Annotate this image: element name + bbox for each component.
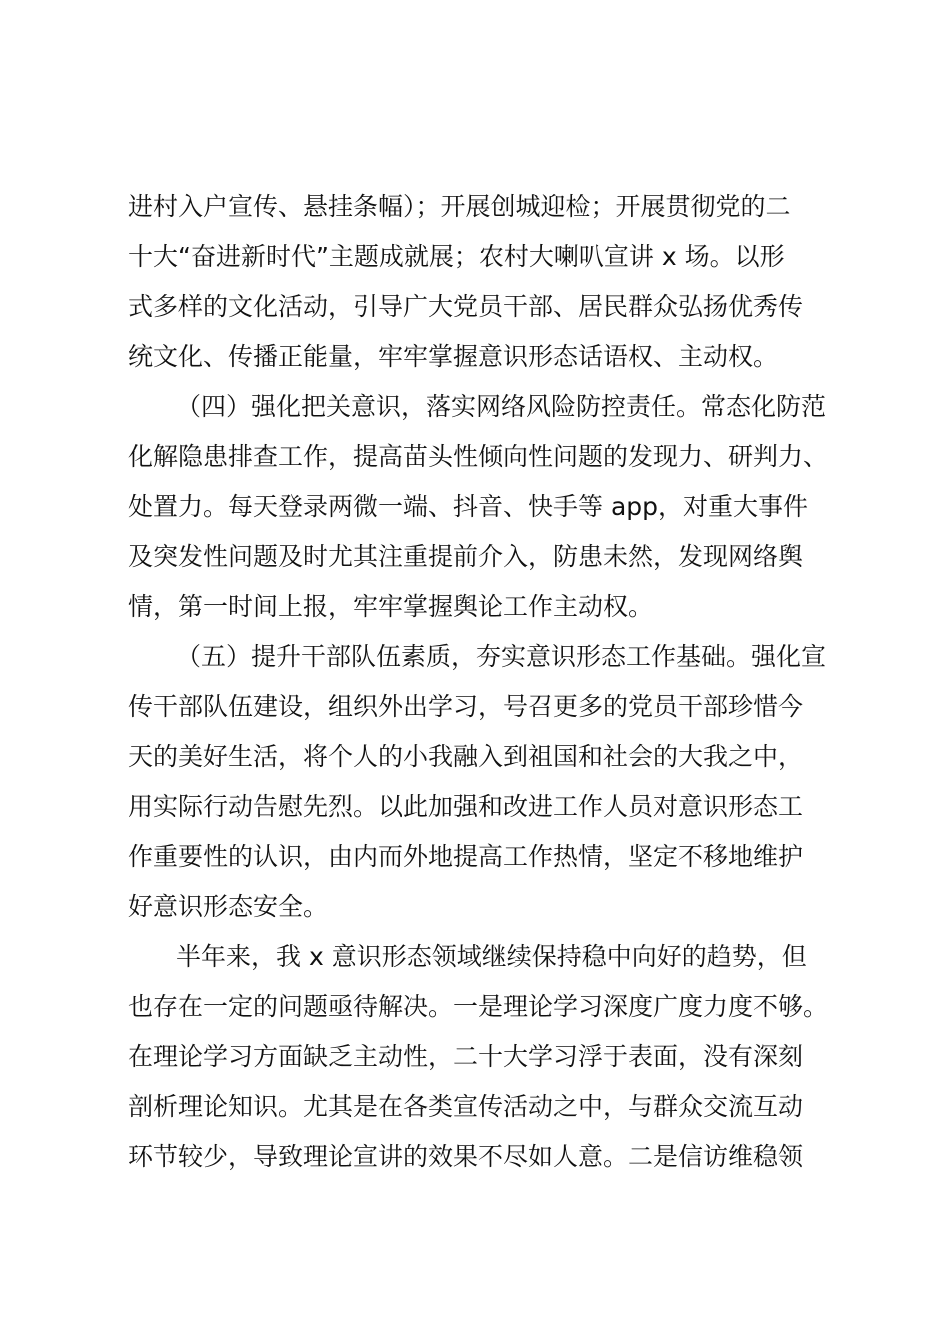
text-line: 半年来，我 x 意识形态领域继续保持稳中向好的趋势，但 bbox=[176, 942, 807, 971]
document-body bbox=[128, 182, 848, 1182]
text-line: 环节较少，导致理论宣讲的效果不尽如人意。二是信访维稳领 bbox=[128, 1142, 804, 1171]
text-line: 进村入户宣传、悬挂条幅）；开展创城迎检；开展贯彻党的二 bbox=[128, 192, 791, 221]
text-line: 及突发性问题及时尤其注重提前介入，防患未然，发现网络舆 bbox=[128, 542, 804, 571]
text-line: （四）强化把关意识，落实网络风险防控责任。常态化防范 bbox=[176, 392, 827, 421]
text-line: （五）提升干部队伍素质，夯实意识形态工作基础。强化宣 bbox=[176, 642, 827, 671]
text-line: 统文化、传播正能量，牢牢掌握意识形态话语权、主动权。 bbox=[128, 342, 779, 371]
text-line: 情，第一时间上报，牢牢掌握舆论工作主动权。 bbox=[128, 592, 654, 621]
text-line: 也存在一定的问题亟待解决。一是理论学习深度广度力度不够。 bbox=[128, 992, 829, 1021]
text-line: 用实际行动告慰先烈。以此加强和改进工作人员对意识形态工 bbox=[128, 792, 804, 821]
paragraph-half-year-summary bbox=[128, 932, 848, 1182]
paragraph-section-four bbox=[128, 382, 848, 632]
paragraph-continuation bbox=[128, 182, 848, 382]
text-line: 十大“奋进新时代”主题成就展；农村大喇叭宣讲 x 场。以形 bbox=[128, 242, 785, 271]
text-line: 在理论学习方面缺乏主动性，二十大学习浮于表面，没有深刻 bbox=[128, 1042, 804, 1071]
text-line: 作重要性的认识，由内而外地提高工作热情，坚定不移地维护 bbox=[128, 842, 804, 871]
text-line: 式多样的文化活动，引导广大党员干部、居民群众弘扬优秀传 bbox=[128, 292, 804, 321]
text-line: 传干部队伍建设，组织外出学习，号召更多的党员干部珍惜今 bbox=[128, 692, 804, 721]
text-line: 化解隐患排查工作，提高苗头性倾向性问题的发现力、研判力、 bbox=[128, 442, 829, 471]
text-line: 好意识形态安全。 bbox=[128, 892, 329, 921]
text-line: 剖析理论知识。尤其是在各类宣传活动之中，与群众交流互动 bbox=[128, 1092, 804, 1121]
text-line: 处置力。每天登录两微一端、抖音、快手等 app，对重大事件 bbox=[128, 492, 809, 521]
paragraph-section-five bbox=[128, 632, 848, 932]
text-line: 天的美好生活，将个人的小我融入到祖国和社会的大我之中， bbox=[128, 742, 804, 771]
